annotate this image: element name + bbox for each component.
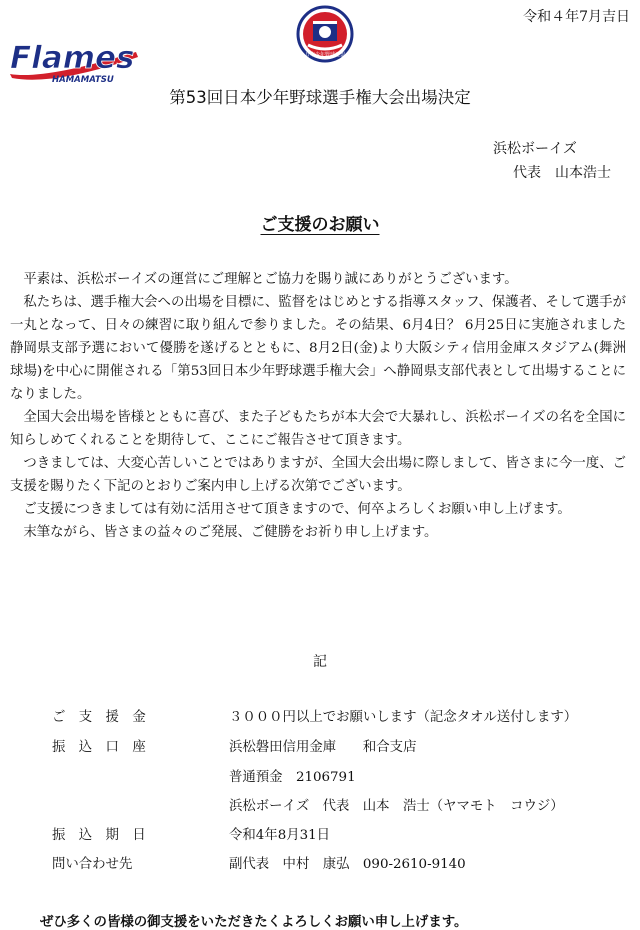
- ki-notice-mark: 記: [313, 654, 327, 670]
- contact-value: 副代表 中村 康弘 090-2610-9140: [229, 857, 466, 872]
- bank-name: 浜松磐田信用金庫 和合支店: [229, 740, 417, 755]
- bank-account-label: 振 込 口 座: [52, 740, 146, 755]
- document-title: 第53回日本少年野球選手権大会出場決定: [169, 88, 471, 107]
- deadline-label: 振 込 期 日: [52, 828, 146, 843]
- support-amount-label: ご 支 援 金: [52, 710, 146, 725]
- organization-name: 浜松ボーイズ: [493, 141, 577, 157]
- paragraph-5: ご支援につきましては有効に活用させて頂きますので、何卒よろしくお願い申し上げます。: [23, 502, 571, 517]
- heading-text: ご支援のお願い: [260, 215, 380, 235]
- contact-label: 問い合わせ先: [52, 857, 133, 872]
- league-emblem-icon: [296, 5, 354, 63]
- flames-hamamatsu-logo: [4, 30, 144, 86]
- section-heading: [0, 210, 640, 235]
- account-number: 普通預金 2106791: [229, 770, 356, 785]
- paragraph-2: 私たちは、選手権大会への出場を目標に、監督をはじめとする指導スタッフ、保護者、そして選手が一丸となって、日々の練習に取り組んで参りました。その結果、6月4日？ 6月25日に実施されました静岡県支部予選において優勝を遂げるとともに、8月2日(金)より大阪シティ信用金庫スタジアム(舞洲球場)を中心に開催される「第53回日本少年野球選手権大会」へ静岡県支部代表として出場することになりました。: [10, 295, 626, 402]
- closing-line: ぜひ多くの皆様の御支援をいただきたくよろしくお願い申し上げます。: [40, 914, 468, 930]
- hamamatsu-wordmark: HAMAMATSU: [52, 75, 114, 85]
- representative-name: 代表 山本浩士: [513, 165, 611, 181]
- paragraph-3: 全国大会出場を皆様とともに喜び、また子どもたちが本大会で大暴れし、浜松ボーイズの名を全国に知らしめてくれることを期待して、ここにご報告させて頂きます。: [10, 410, 626, 448]
- account-holder: 浜松ボーイズ 代表 山本 浩士（ヤマモト コウジ）: [229, 799, 564, 814]
- flames-wordmark: Flames: [10, 40, 135, 76]
- paragraph-6: 末筆ながら、皆さまの益々のご発展、ご健勝をお祈り申し上げます。: [23, 525, 438, 540]
- support-amount-value: ３０００円以上でお願いします（記念タオル送付します）: [229, 710, 578, 725]
- paragraph-4: つきましては、大変心苦しいことではありますが、全国大会出場に際しまして、皆さまに今一度、ご支援を賜りたく下記のとおりご案内申し上げる次第でございます。: [10, 456, 626, 494]
- document-date: 令和４年7月吉日: [523, 9, 630, 25]
- deadline-value: 令和4年8月31日: [229, 828, 331, 843]
- letter-body: [10, 268, 626, 544]
- paragraph-1: 平素は、浜松ボーイズの運営にご理解とご協力を賜り誠にありがとうございます。: [23, 272, 518, 287]
- emblem-text: 日本少年野球連盟: [304, 52, 346, 58]
